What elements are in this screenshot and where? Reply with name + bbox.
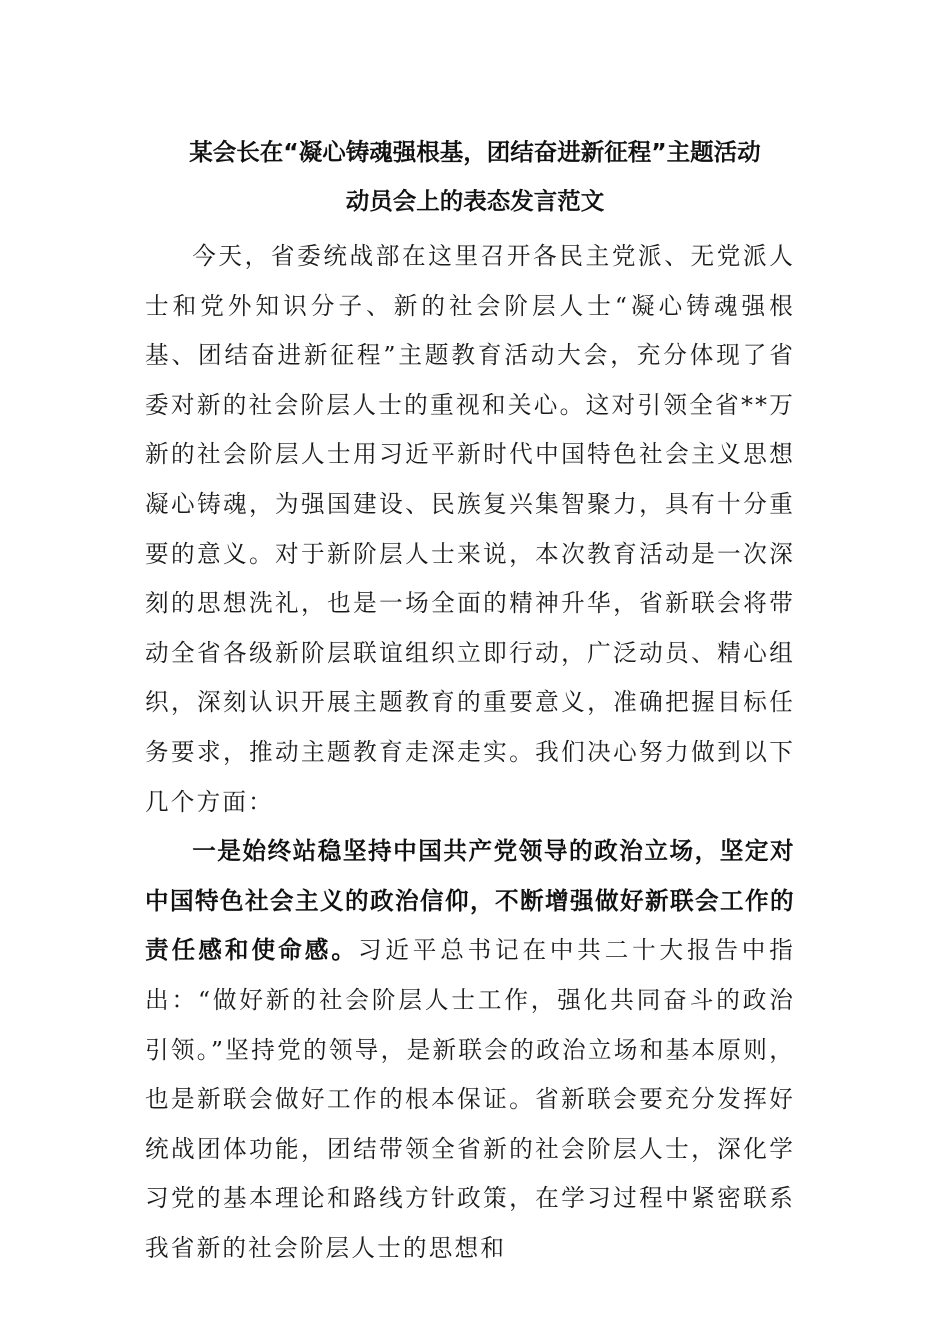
paragraph-intro: 今天，省委统战部在这里召开各民主党派、无党派人士和党外知识分子、新的社会阶层人士“凝心铸魂强根基、团结奋进新征程”主题教育活动大会，充分体现了省委对新的社会阶层人士的重视和关心。这对引领全省**万新的社会阶层人士用习近平新时代中国特色社会主义思想凝心铸魂，为强国建设、民族复兴集智聚力，具有十分重要的意义。对于新阶层人士来说，本次教育活动是一次深刻的思想洗礼，也是一场全面的精神升华，省新联会将带动全省各级新阶层联谊组织立即行动，广泛动员、精心组织，深刻认识开展主题教育的重要意义，准确把握目标任务要求，推动主题教育走深走实。我们决心努力做到以下几个方面： <box>145 242 795 816</box>
paragraph-point-one <box>145 827 795 1273</box>
document-title-line-2: 动员会上的表态发言范文 <box>345 187 605 215</box>
paragraph-point-one-heading: 一是始终站稳坚持中国共产党领导的政治立场，坚定对中国特色社会主义的政治信仰，不断增强做好新联会工作的责任感和使命感。 <box>145 837 795 965</box>
document-body <box>145 232 795 1273</box>
paragraph-point-one-text: 习近平总书记在中共二十大报告中指出：“做好新的社会阶层人士工作，强化共同奋斗的政治引领。”坚持党的领导，是新联会的政治立场和基本原则，也是新联会做好工作的根本保证。省新联会要充分发挥好统战团体功能，团结带领全省新的社会阶层人士，深化学习党的基本理论和路线方针政策，在学习过程中紧密联系我省新的社会阶层人士的思想和 <box>145 936 796 1262</box>
document-title-line-1: 某会长在“凝心铸魂强根基，团结奋进新征程”主题活动 <box>189 138 761 166</box>
